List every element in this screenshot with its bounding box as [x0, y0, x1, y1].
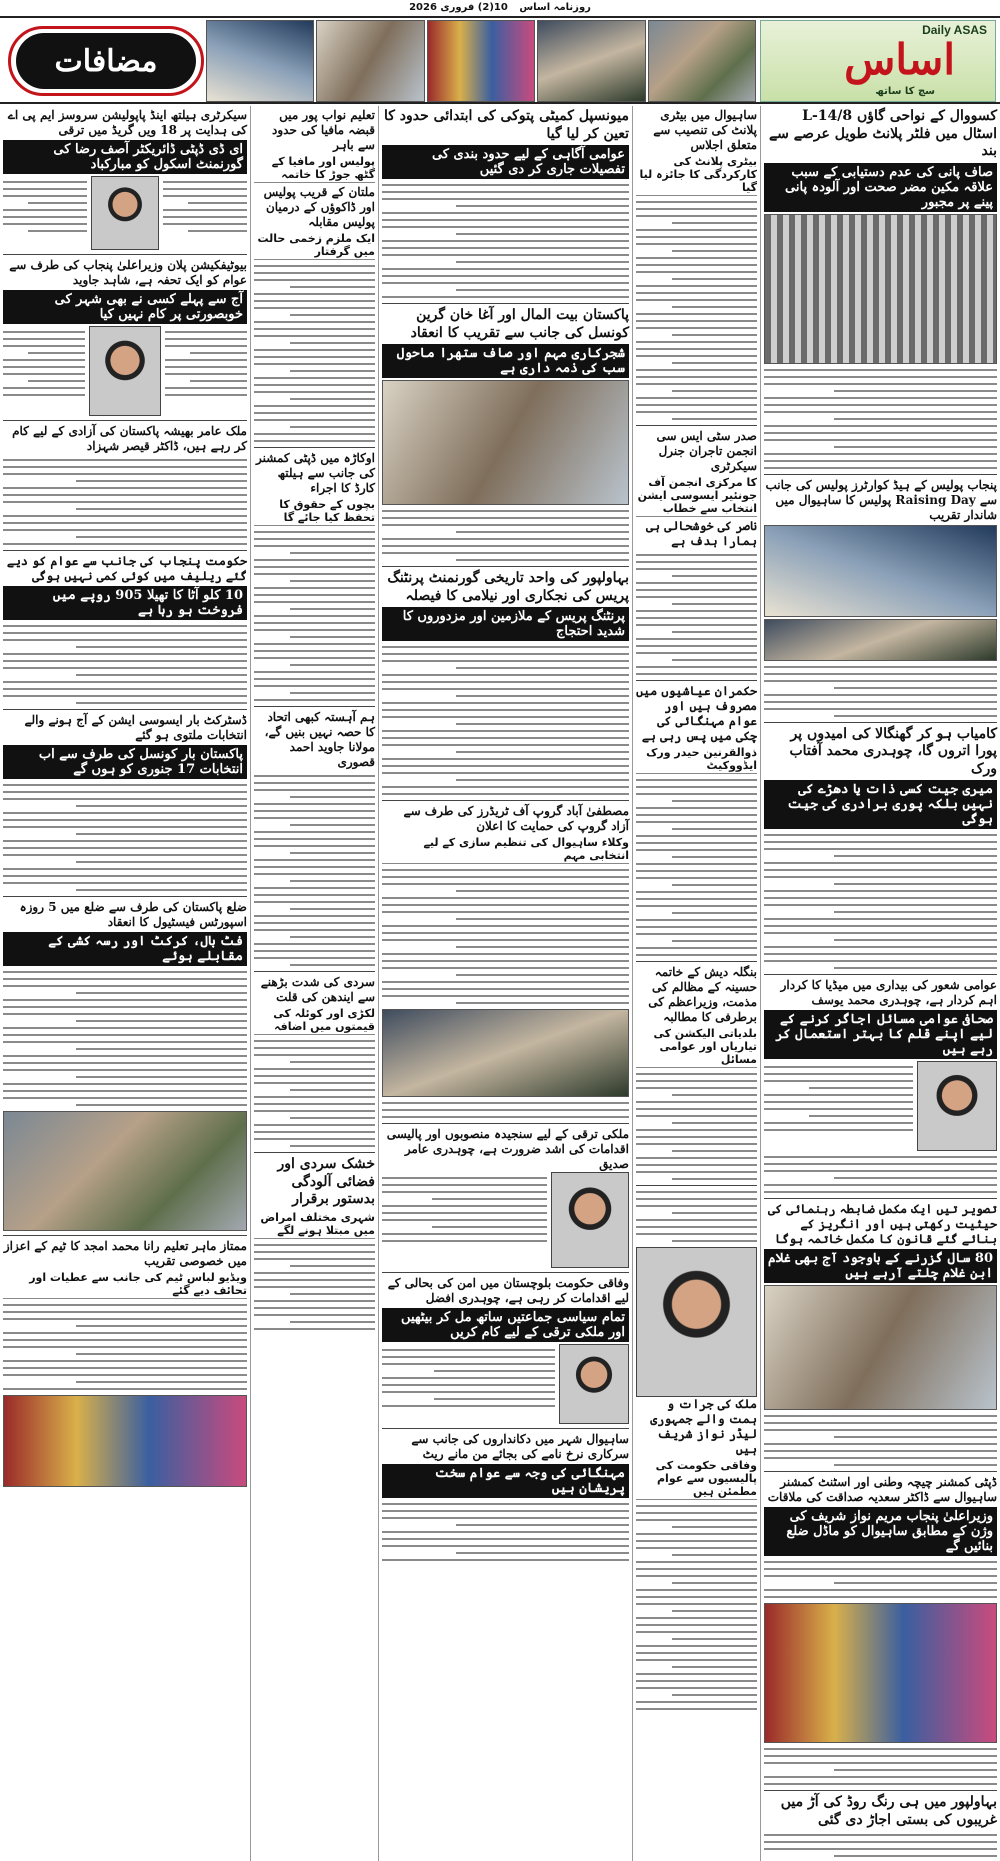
story — [636, 429, 757, 675]
story — [3, 258, 247, 416]
newspaper-page — [0, 106, 1000, 1861]
subheadline: بلدیاتی الیکشن کی تیاریاں اور عوامی مسائل — [636, 1027, 757, 1068]
subheadline: ایک ملزم زخمی حالت میں گرفتار — [254, 232, 375, 260]
headline: ساہیوال میں بیٹری پلانٹ کی تنصیب سے متعلق اجلاس — [653, 108, 757, 152]
headline: ملکی ترقی کے لیے سنجیدہ منصوبوں اور پالیسی اقدامات کی اشد ضرورت ہے، چوہدری عامر صدیق — [386, 1127, 629, 1171]
body-text — [382, 1172, 547, 1268]
body-text — [382, 1503, 629, 1561]
logo-urdu: اساس — [844, 35, 955, 84]
body-text — [254, 265, 375, 442]
story — [3, 713, 247, 891]
story-photo — [3, 1111, 247, 1231]
body-text — [165, 326, 247, 416]
headline: ملک عامر بھیشہ پاکستان کی آزادی کے لیے کام کر رہے ہیں، ڈاکٹر قیصر شہزاد — [12, 424, 247, 453]
body-text — [163, 176, 247, 250]
story — [3, 424, 247, 545]
masthead-photo — [206, 20, 314, 102]
story — [382, 570, 629, 795]
newspaper-title: روزنامہ اساس — [519, 2, 591, 13]
story-photo — [764, 619, 997, 661]
story — [764, 478, 997, 717]
headline-bar: آج سے پہلے کسی نے بھی شہر کی خوبصورتی پر کام نہیں کیا — [3, 290, 247, 324]
story-photo — [764, 214, 997, 364]
body-text — [254, 1040, 375, 1147]
column-1 — [760, 106, 1000, 1861]
body-text — [254, 531, 375, 701]
body-text — [3, 1304, 247, 1390]
column-4 — [250, 106, 378, 1861]
story — [3, 1239, 247, 1487]
headline: مصطفیٰ آباد گروپ آف ٹریڈرز کی طرف سے آزاد گروپ کی حمایت کا اعلان — [403, 804, 629, 833]
story — [382, 1432, 629, 1561]
headline-bar: میری جیت کسی ذات یا دھڑے کی نہیں بلکہ پوری برادری کی جیت ہوگی — [764, 780, 997, 829]
headline: ملتان کے قریب پولیس اور ڈاکوؤں کے درمیان پولیس مقابلہ — [263, 185, 375, 229]
headline: ممتاز ماہر تعلیم رانا محمد امجد کا ٹیم کے اعزاز میں خصوصی تقریب — [3, 1239, 247, 1268]
column-2 — [632, 106, 760, 1861]
headline-bar: فٹ بال، کرکٹ اور رسہ کشی کے مقابلے ہوئے — [3, 932, 247, 966]
portrait-photo — [917, 1061, 997, 1151]
headline-bar: 80 سال گزرنے کے باوجود آج بھی غلام ابن غلام چلتے آرہے ہیں — [764, 1249, 997, 1283]
body-text — [382, 869, 629, 1004]
subheadline: وفاقی حکومت کی پالیسیوں سے عوام مطمئن ہیں — [636, 1459, 757, 1500]
body-text — [3, 971, 247, 1106]
body-text — [3, 459, 247, 545]
body-text — [764, 1748, 997, 1785]
headline: ملک کی جرات و ہمت والے جمہوری لیڈر نواز شریف ہیں — [650, 1397, 757, 1456]
headline-bar: شجرکاری مہم اور صاف ستھرا ماحول سب کی ذمہ داری ہے — [382, 344, 629, 378]
body-text — [636, 1073, 757, 1180]
story-photo — [3, 1395, 247, 1487]
newspaper-logo — [760, 20, 996, 102]
headline: ناصر کی خوشحالی ہی ہمارا ہدف ہے — [646, 519, 757, 548]
story — [382, 108, 629, 298]
subheadline: بچوں کے حقوق کا تحفظ کیا جائے گا — [254, 498, 375, 526]
story — [764, 108, 997, 469]
headline: پاکستان بیت المال اور آغا خان گرین کونسل کی جانب سے تقریب کا انعقاد — [410, 307, 629, 341]
headline: حکومت پنجاب کی جانب سے عوام کو دیے گئے ریلیف میں کوئی کمی نہیں ہوگی — [6, 554, 247, 583]
story — [254, 710, 375, 966]
body-text — [636, 1505, 757, 1710]
column-5 — [0, 106, 250, 1861]
body-text — [382, 646, 629, 795]
story — [3, 900, 247, 1231]
headline: ضلع پاکستان کی طرف سے ضلع میں 5 روزہ اسپورٹس فیسٹیول کا انعقاد — [19, 900, 247, 929]
headline: سردی کی شدت بڑھنے سے ایندھن کی قلت — [260, 975, 375, 1004]
headline: میونسپل کمیٹی پتوکی کی ابتدائی حدود کا تعین کر لیا گیا — [383, 108, 629, 142]
masthead-photo — [648, 20, 756, 102]
body-text — [764, 1834, 997, 1861]
subheadline: ویڈیو لباس ٹیم کی جانب سے عطیات اور تحائف دیے گئے — [3, 1271, 247, 1299]
headline: صدر سٹی ایس سی انجمن تاجران جنرل سیکرٹری — [656, 429, 757, 473]
portrait-photo — [91, 176, 159, 250]
body-text — [764, 1061, 913, 1151]
subheadline: کا مرکزی انجمن آف جونئیر ایسوسی ایشن انتخاب سے خطاب — [637, 476, 757, 515]
story — [254, 975, 375, 1147]
headline-bar: پاکستان بار کونسل کی طرف سے اب انتخابات 17 جنوری کو ہوں گے — [3, 745, 247, 779]
section-title: مضافات — [16, 33, 196, 89]
body-text — [764, 369, 997, 469]
story-photo — [382, 1009, 629, 1097]
headline: بنگلہ دیش کے خاتمہ حسینہ کے مظالم کی مذمت، وزیراعظم کی برطرفی کا مطالبہ — [648, 965, 757, 1024]
headline: بہاولپور کی واحد تاریخی گورنمنٹ پرنٹنگ پریس کی نجکاری اور نیلامی کا فیصلہ — [387, 570, 629, 604]
story — [254, 451, 375, 701]
body-text — [636, 1191, 757, 1242]
headline: ڈپٹی کمشنر چیچہ وطنی اور اسٹنٹ کمشنر ساہیوال سے ڈاکٹر سعدیہ صداقت کی ملاقات — [767, 1475, 997, 1504]
headline: تصویر تیں ایک مکمل ضابطہ رہنمائی کی حیثیت رکھتی ہیں اور انگریز کے بنائے گئے قانون کا مکمل خاتمہ ہوگا — [768, 1202, 997, 1246]
headline-bar: عوامی آگاہی کے لیے حدود بندی کی تفصیلات جاری کر دی گئیں — [382, 145, 629, 179]
masthead — [0, 16, 1000, 104]
dateline — [0, 0, 1000, 16]
headline: سیکرٹری ہیلتھ اینڈ پاپولیشن سروسز ایم پی اے کی ہدایت پر 18 ویں گریڈ میں ترقی — [7, 108, 247, 137]
portrait-photo — [636, 1247, 757, 1397]
body-text — [764, 666, 997, 717]
logo-english: Daily ASAS — [922, 23, 987, 37]
body-text — [764, 1415, 997, 1466]
masthead-photo — [316, 20, 424, 102]
portrait-photo — [559, 1344, 629, 1424]
story — [254, 1156, 375, 1330]
headline: بیوٹیفکیشن پلان وزیراعلیٰ پنجاب کی طرف سے عوام کو ایک تحفہ ہے، شاہد جاوید — [9, 258, 247, 287]
body-text — [636, 554, 757, 675]
logo-tagline: سچ کا ساتھ — [875, 86, 935, 97]
story — [764, 726, 997, 970]
column-3 — [378, 106, 632, 1861]
headline-bar: صحافی عوامی مسائل اجاگر کرنے کے لیے اپنے قلم کا بہتر استعمال کر رہے ہیں — [764, 1010, 997, 1059]
headline: ڈسٹرکٹ بار ایسوسی ایشن کے آج ہونے والے انتخابات ملتوی ہو گئے — [24, 713, 247, 742]
story — [764, 978, 997, 1193]
body-text — [636, 201, 757, 420]
headline: تعلیم نواب پور میں قبضہ مافیا کی حدود سے باہر — [272, 108, 375, 152]
body-text — [382, 1102, 629, 1118]
headline: بہاولپور میں ہی رنگ روڈ کی آڑ میں غریبوں کی بستی اجاڑ دی گئی — [780, 1794, 997, 1828]
story — [636, 1191, 757, 1710]
body-text — [764, 834, 997, 969]
headline: اوکاڑہ میں ڈپٹی کمشنر کی جانب سے ہیلتھ کارڈ کا اجراء — [256, 451, 375, 495]
story — [764, 1475, 997, 1785]
story — [636, 965, 757, 1180]
headline-bar: تمام سیاسی جماعتیں ساتھ مل کر بیٹھیں اور ملکی ترقی کے لیے کام کریں — [382, 1308, 629, 1342]
body-text — [3, 784, 247, 891]
story — [382, 307, 629, 561]
story — [254, 108, 375, 442]
headline: پنجاب پولیس کے ہیڈ کوارٹرز پولیس کی جانب سے Raising Day پولیس کا ساہیوال میں شاندار تقریب — [765, 477, 997, 522]
body-text — [3, 625, 247, 704]
body-text — [3, 176, 87, 250]
headline: عوامی شعور کی بیداری میں میڈیا کا کردار اہم کردار ہے، چوہدری محمد یوسف — [780, 978, 997, 1007]
subheadline: ذوالقرنین حیدر ورک ایڈووکیٹ — [636, 746, 757, 774]
story — [764, 1202, 997, 1466]
masthead-photo — [537, 20, 645, 102]
story — [3, 108, 247, 250]
headline: خشک سردی اور فضائی آلودگی بدستور برقرار — [277, 1156, 375, 1207]
section-badge — [8, 26, 204, 96]
story — [382, 804, 629, 1118]
body-text — [254, 775, 375, 966]
body-text — [764, 1561, 997, 1598]
issue-date: 10(2) فروری 2026 — [409, 2, 508, 13]
story-photo — [764, 1603, 997, 1743]
headline: کسووال کے نواحی گاؤں 14/8-L اسٹال میں فلٹر پلانٹ طویل عرصے سے بند — [768, 108, 997, 159]
masthead-photo-strip — [206, 20, 756, 102]
subheadline: بیٹری پلانٹ کی کارکردگی کا جائزہ لیا گیا — [636, 155, 757, 196]
subheadline: شہری مختلف امراض میں مبتلا ہونے لگے — [254, 1211, 375, 1239]
subheadline: لکڑی اور کوئلہ کی قیمتوں میں اضافہ — [254, 1007, 375, 1035]
headline: کامیاب ہو کر گھنگالا کی امیدوں پر پورا اتروں گا، چوہدری محمد آفتاب ورک — [789, 725, 997, 777]
story-photo — [764, 1285, 997, 1410]
headline: ساہیوال شہر میں دکانداروں کی جانب سے سرکاری نرخ نامے کی بجائے من مانے ریٹ — [411, 1432, 629, 1461]
headline: وفاقی حکومت بلوچستان میں امن کی بحالی کے لیے اقدامات کر رہی ہے، چوہدری افضل — [387, 1276, 629, 1305]
body-text — [636, 779, 757, 956]
headline-bar: 10 کلو آٹا کا تھیلا 905 روپے میں فروخت ہو رہا ہے — [3, 586, 247, 620]
body-text — [382, 1344, 555, 1424]
subheadline: وکلاء ساہیوال کی تنظیم سازی کے لیے انتخابی مہم — [382, 836, 629, 864]
headline-bar: وزیراعلیٰ پنجاب مریم نواز شریف کی وژن کے مطابق ساہیوال کو ماڈل ضلع بنائیں گے — [764, 1507, 997, 1556]
body-text — [382, 510, 629, 561]
body-text — [254, 1244, 375, 1330]
headline-bar: مہنگائی کی وجہ سے عوام سخت پریشان ہیں — [382, 1464, 629, 1498]
headline-bar: ای ڈی ڈپٹی ڈائریکٹر آصف رضا کی گورنمنٹ اسکول کو مبارکباد — [3, 140, 247, 174]
headline-bar: صاف پانی کی عدم دستیابی کے سبب علاقہ مکین مضر صحت اور آلودہ پانی پینے پر مجبور — [764, 163, 997, 212]
body-text — [764, 1156, 997, 1193]
masthead-photo — [427, 20, 535, 102]
subheadline: پولیس اور مافیا کے گٹھ جوڑ کا خاتمہ — [254, 155, 375, 183]
story — [636, 108, 757, 420]
headline: حکمران عیاشیوں میں مصروف ہیں اور عوام مہنگائی کی چکی میں پس رہی ہے — [636, 684, 757, 743]
body-text — [3, 326, 85, 416]
headline-bar: پرنٹنگ پریس کے ملازمین اور مزدوروں کا شدید احتجاج — [382, 607, 629, 641]
story — [636, 684, 757, 956]
story — [382, 1276, 629, 1424]
headline: ہم آہستہ کبھی اتحاد کا حصہ نہیں بنیں گے، مولانا جاوید احمد قصوری — [264, 710, 375, 769]
story — [764, 1794, 997, 1861]
portrait-photo — [551, 1172, 629, 1268]
story — [3, 554, 247, 704]
story — [382, 1127, 629, 1268]
portrait-photo — [89, 326, 161, 416]
body-text — [382, 184, 629, 298]
story-photo — [382, 380, 629, 505]
story-photo — [764, 525, 997, 617]
